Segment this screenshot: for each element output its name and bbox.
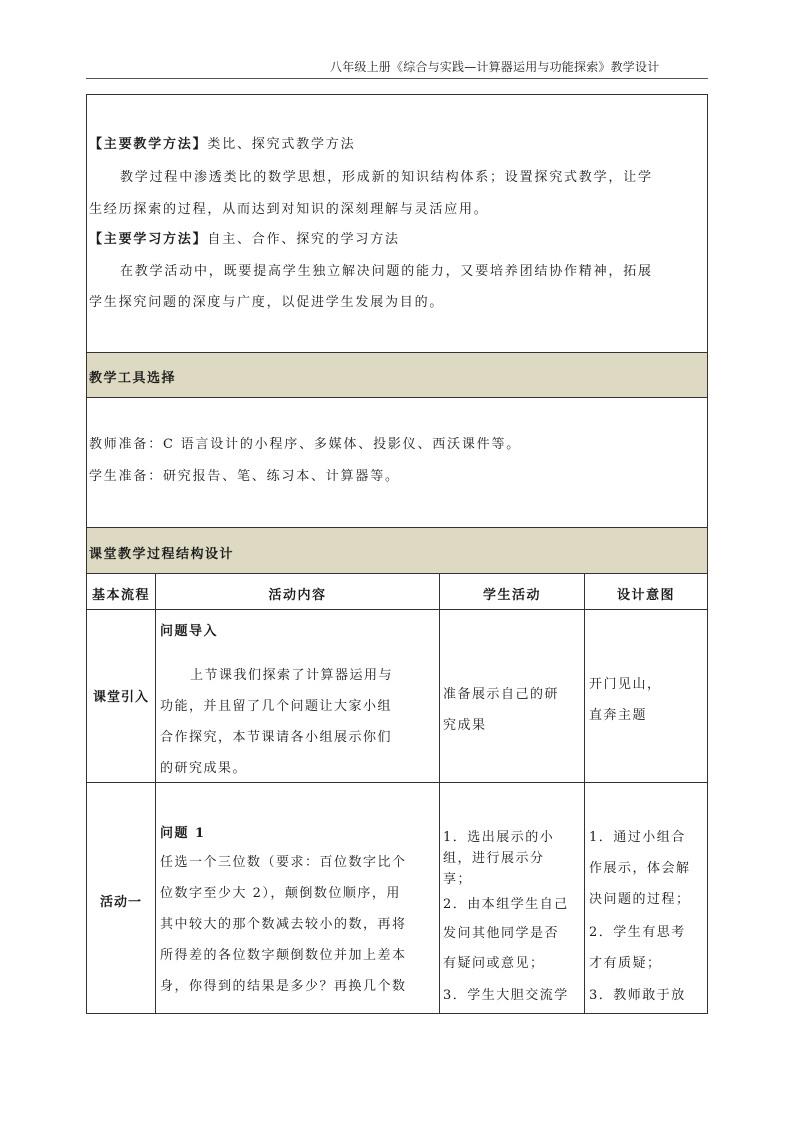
row-activity-1-content-line: 其中较大的那个数减去较小的数，再将	[160, 917, 407, 932]
process-section-header	[87, 527, 707, 574]
student-preparation: 学生准备：研究报告、笔、练习本、计算器等。	[89, 469, 400, 484]
page-header: 八年级上册《综合与实践—计算器运用与功能探索》教学设计	[330, 60, 660, 74]
row-intro-student-line: 究成果	[443, 718, 487, 733]
row-activity-1-student-line: 发问其他同学是否	[443, 926, 560, 941]
row-activity-1-student-line: 享；	[443, 872, 473, 887]
teaching-method-heading: 【主要教学方法】	[89, 137, 208, 152]
learning-method-para-1: 在教学活动中，既要提高学生独立解决问题的能力，又要培养团结协作精神，拓展	[120, 264, 653, 279]
row-activity-1-student-line: 1．选出展示的小	[443, 830, 555, 845]
row-intro-content-line: 上节课我们探索了计算器运用与	[190, 668, 394, 683]
row-activity-1-content-title: 问题 1	[160, 826, 206, 841]
table-row-divider	[86, 609, 708, 610]
row-intro-content-line: 功能，并且留了几个问题让大家小组	[160, 699, 393, 714]
row-activity-1-intent-line: 3．教师敢于放	[589, 988, 686, 1003]
row-intro-intent-line: 直奔主题	[589, 708, 648, 723]
row-activity-1-intent-line: 1．通过小组合	[589, 830, 686, 845]
row-activity-1-intent-line: 作展示，体会解	[589, 861, 691, 876]
teaching-method-para-2: 生经历探索的过程，从而达到对知识的深刻理解与灵活应用。	[89, 202, 489, 217]
learning-method-heading: 【主要学习方法】	[89, 232, 208, 247]
row-stage-intro: 课堂引入	[92, 690, 149, 705]
row-intro-content-line: 合作探究，本节课请各小组展示你们	[160, 730, 393, 745]
column-header-student: 学生活动	[482, 588, 541, 603]
row-activity-1-student-line: 2．由本组学生自己	[443, 897, 569, 912]
teaching-method-para-1: 教学过程中渗透类比的数学思想，形成新的知识结构体系；设置探究式教学，让学	[120, 170, 653, 185]
row-activity-1-intent-line: 2．学生有思考	[589, 925, 686, 940]
row-stage-activity-1: 活动一	[99, 895, 142, 910]
table-col-divider	[584, 574, 585, 1013]
row-intro-intent-line: 开门见山，	[589, 677, 662, 692]
row-intro-content-title: 问题导入	[160, 624, 219, 639]
teaching-method-value: 类比、探究式教学方法	[207, 137, 356, 152]
row-activity-1-content-line: 所得差的各位数字颠倒数位并加上差本	[160, 948, 407, 963]
teaching-method-line	[89, 130, 355, 160]
table-col-divider	[439, 574, 440, 1013]
header-rule	[86, 78, 708, 79]
row-activity-1-content-line: 身，你得到的结果是多少？再换几个数	[160, 979, 407, 994]
row-activity-1-student-line: 3．学生大胆交流学	[443, 988, 569, 1003]
row-activity-1-student-line: 组，进行展示分	[443, 851, 545, 866]
row-activity-1-content-line: 位数字至少大 2），颠倒数位顺序，用	[160, 886, 401, 901]
row-activity-1-content-line: 任选一个三位数（要求：百位数字比个	[160, 855, 407, 870]
tools-section-header	[87, 352, 707, 398]
teacher-preparation: 教师准备：C 语言设计的小程序、多媒体、投影仪、西沃课件等。	[89, 437, 522, 452]
process-section-title: 课堂教学过程结构设计	[89, 547, 235, 562]
learning-method-para-2: 学生探究问题的深度与广度，以促进学生发展为目的。	[89, 295, 445, 310]
row-activity-1-intent-line: 决问题的过程；	[589, 892, 691, 907]
column-header-intent: 设计意图	[616, 588, 675, 603]
row-intro-student-line: 准备展示自己的研	[443, 687, 560, 702]
learning-method-line	[89, 225, 400, 255]
row-activity-1-student-line: 有疑问或意见；	[443, 956, 545, 971]
column-header-flow: 基本流程	[91, 588, 150, 603]
frame-bottom-rule	[86, 1013, 708, 1014]
row-activity-1-intent-line: 才有质疑；	[589, 956, 662, 971]
column-header-content: 活动内容	[268, 588, 327, 603]
tools-section-title: 教学工具选择	[89, 371, 177, 386]
learning-method-value: 自主、合作、探究的学习方法	[207, 232, 400, 247]
table-col-divider	[155, 574, 156, 1013]
row-intro-content-line: 的研究成果。	[160, 761, 248, 776]
